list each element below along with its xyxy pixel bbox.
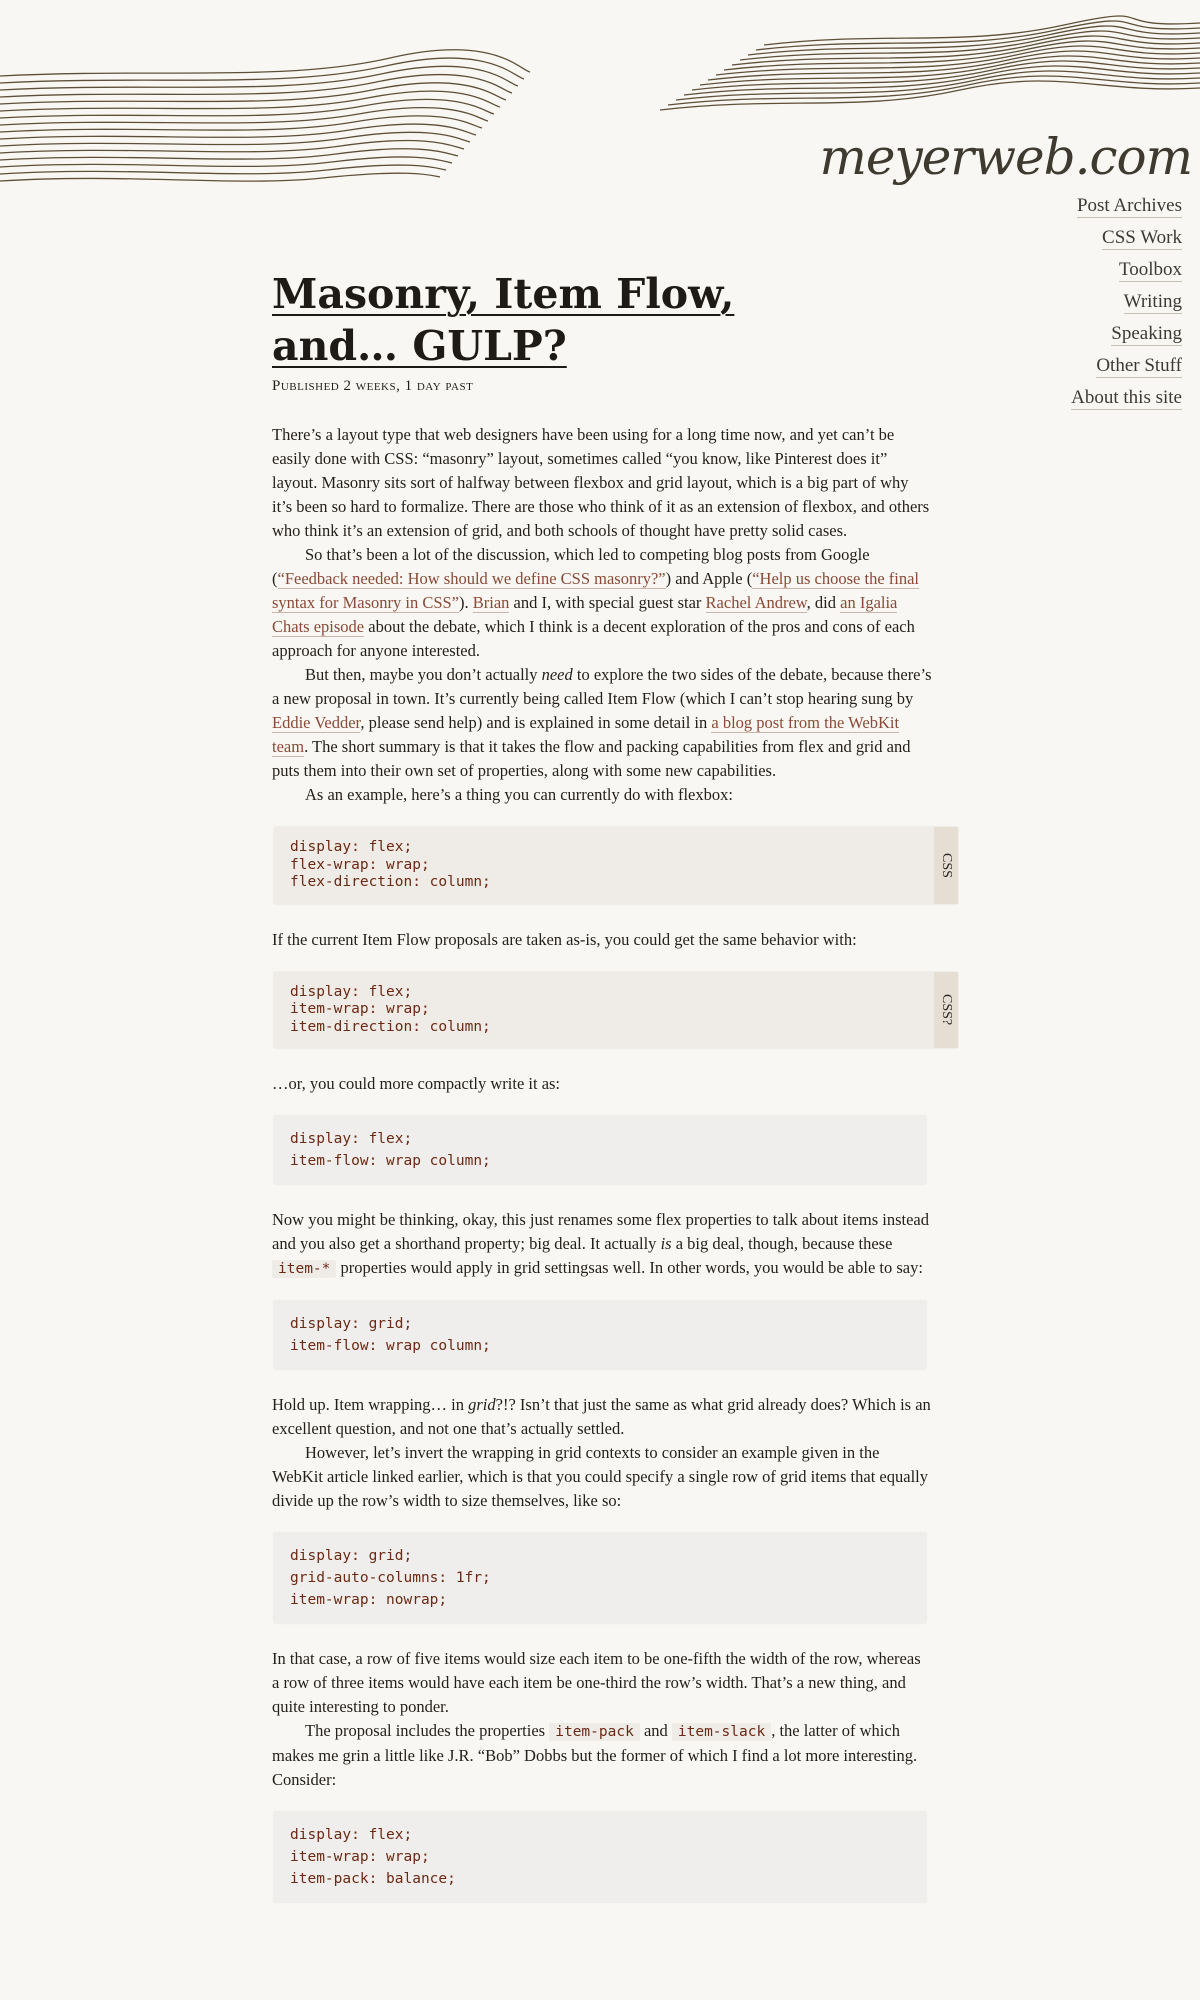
code-line: item-direction: column; [290, 1018, 491, 1035]
code-line: grid-auto-columns: 1fr; [290, 1570, 491, 1586]
code-block-grid-nowrap [274, 1533, 926, 1623]
post-article [272, 268, 954, 1926]
code-line: flex-wrap: wrap; [290, 856, 430, 873]
code-line: display: flex; [290, 1827, 413, 1843]
paragraph-discussion: So that’s been a lot of the discussion, which led to competing blog posts from Google (“Feedback needed: How should we define CSS masonry?”) and Apple (“Help us choose the final syntax for Masonry in CSS”). Brian and I, with special guest star Rachel Andrew, did an Igalia Chats episode about the debate, which I think is a decent exploration of the pros and cons of each approach for anyone interested. [272, 545, 919, 660]
inline-code-item-slack: item-slack [672, 1723, 771, 1741]
code-block-grid-flow [274, 1301, 926, 1369]
inline-code-item-pack: item-pack [549, 1723, 640, 1741]
paragraph-item-pack: The proposal includes the properties item-pack and item-slack , the latter of which makes me grin a little like J.R. “Bob” Dobbs but the former of which I find a lot more interesting. Consider: [272, 1721, 918, 1789]
code-block-item-flow [274, 972, 958, 1049]
paragraph-invert-wrapping: However, let’s invert the wrapping in grid contexts to consider an example given in the WebKit article linked earlier, which is that you could specify a single row of grid items that equally divide up the row’s width to size themselves, like so: [272, 1443, 928, 1510]
site-nav [1071, 194, 1182, 418]
link-igalia-chats[interactable]: an Igalia Chats episode [272, 593, 898, 636]
code-line: item-wrap: wrap; [290, 1001, 430, 1017]
nav-other-stuff[interactable]: Other Stuff [1096, 355, 1182, 376]
nav-post-archives[interactable]: Post Archives [1076, 195, 1182, 216]
link-google-post[interactable]: “Feedback needed: How should we define CSS masonry?” [277, 569, 666, 588]
post-title[interactable]: Masonry, Item Flow, and… GULP? [272, 270, 735, 370]
paragraph-item-flow: But then, maybe you don’t actually need to explore the two sides of the debate, because there’s a new proposal in town. It’s currently being called Item Flow (which I can’t stop hearing sung by Eddie Vedder, please send help) and is explained in some detail in a blog post from the WebKit team. The short summary is that it takes the flow and packing capabilities from flex and grid and puts them into their own set of properties, along with some new capabilities. [272, 665, 932, 780]
code-line: display: grid; [290, 1548, 413, 1564]
paragraph-row-sizing: In that case, a row of five items would size each item to be one-fifth the width of the row, whereas a row of three items would have each item be one-third the row’s width. That’s a new thing, and quite interesting to ponder. [272, 1649, 921, 1716]
link-eddie-vedder[interactable]: Eddie Vedder [272, 713, 361, 732]
paragraph-item-flow-proposal: If the current Item Flow proposals are taken as-is, you could get the same behavior with: [272, 929, 857, 949]
nav-css-work[interactable]: CSS Work [1102, 227, 1182, 248]
code-line: item-wrap: nowrap; [290, 1592, 448, 1608]
inline-code-item-star: item-* [272, 1260, 336, 1278]
code-language-label: CSS? [934, 972, 958, 1049]
code-line: display: flex; [290, 983, 413, 1000]
post-byline: Published 2 weeks, 1 day past [272, 378, 474, 394]
paragraph-intro: There’s a layout type that web designers have been using for a long time now, and yet can’t be easily done with CSS: “masonry” layout, sometimes called “you know, like Pinterest does it” layout. Masonry sits sort of halfway between flexbox and grid layout, which is a big part of why it’s been so hard to formalize. There are those who think of it as an extension of flexbox, and others who think it’s an extension of grid, and both schools of thought have pretty solid cases. [272, 425, 930, 540]
code-block-shorthand [274, 1116, 926, 1184]
link-apple-post[interactable]: “Help us choose the final syntax for Masonry in CSS” [272, 569, 919, 612]
code-line: item-flow: wrap column; [290, 1153, 491, 1169]
paragraph-compact: …or, you could more compactly write it as: [272, 1074, 561, 1093]
link-rachel-andrew[interactable]: Rachel Andrew [705, 593, 807, 612]
site-logo[interactable]: meyerweb.com [819, 128, 1192, 186]
nav-speaking[interactable]: Speaking [1111, 323, 1182, 344]
paragraph-hold-up: Hold up. Item wrapping… in grid?!? Isn’t that just the same as what grid already does? Which is an excellent question, and not one that’s actually settled. [272, 1395, 931, 1438]
paragraph-example-intro: As an example, here’s a thing you can currently do with flexbox: [305, 785, 733, 804]
code-line: display: grid; [290, 1316, 413, 1332]
paragraph-big-deal: Now you might be thinking, okay, this just renames some flex properties to talk about items instead and you also get a shorthand property; big deal. It actually is a big deal, though, because these item-* properties would apply in grid settingsas well. In other words, you would be able to say: [272, 1210, 929, 1277]
nav-about-this-site[interactable]: About this site [1071, 387, 1182, 408]
link-webkit-post[interactable]: a blog post from the WebKit team [272, 713, 900, 756]
code-line: item-wrap: wrap; [290, 1849, 430, 1865]
code-line: item-pack: balance; [290, 1871, 456, 1887]
code-line: flex-direction: column; [290, 874, 491, 890]
link-brian[interactable]: Brian [472, 593, 510, 612]
nav-writing[interactable]: Writing [1123, 291, 1182, 312]
code-line: display: flex; [290, 839, 413, 855]
code-language-label: CSS [934, 827, 958, 904]
code-line: item-flow: wrap column; [290, 1338, 491, 1354]
code-block-flexbox [274, 827, 958, 904]
code-line: display: flex; [290, 1131, 413, 1147]
nav-toolbox[interactable]: Toolbox [1118, 259, 1182, 280]
code-block-item-pack [274, 1812, 926, 1902]
